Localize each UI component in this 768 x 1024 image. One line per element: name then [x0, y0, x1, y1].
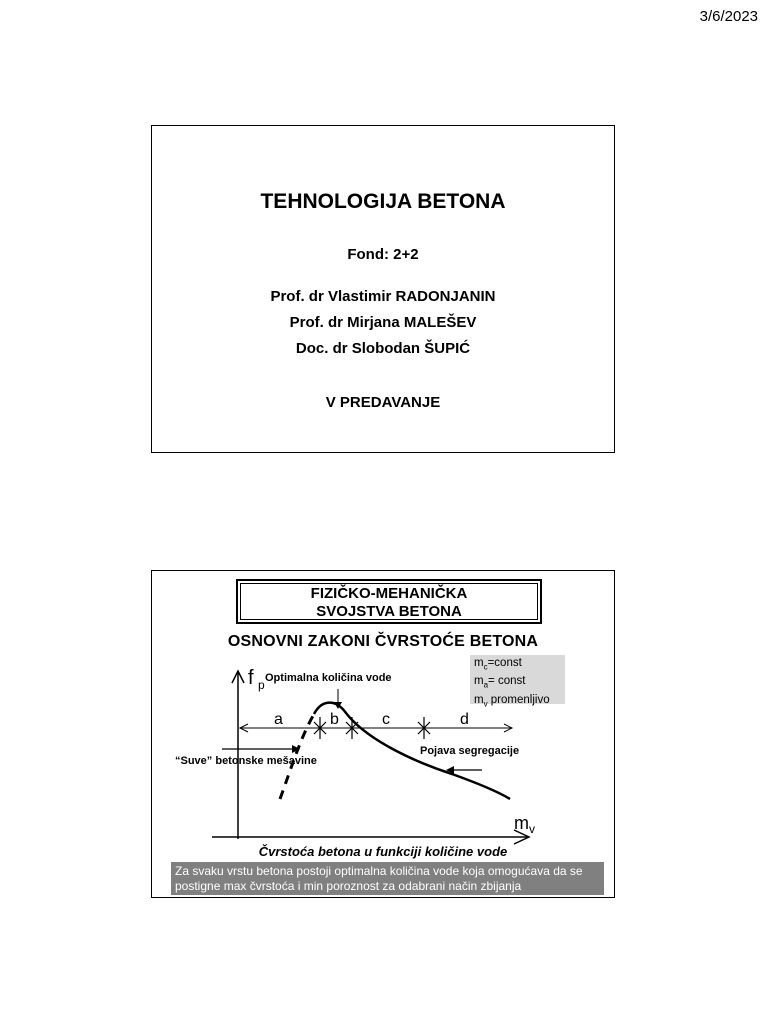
section-title-line-2: SVOJSTVA BETONA [316, 603, 462, 620]
course-title: TEHNOLOGIJA BETONA [260, 190, 506, 213]
diagram-caption: Čvrstoća betona u funkciji količine vode [258, 844, 508, 859]
x-axis-label-sub: v [529, 822, 535, 836]
dry-mix-label: “Suve” betonske mešavine [175, 755, 317, 767]
y-axis-label-sub: p [258, 678, 265, 692]
slide-title [151, 125, 615, 453]
author-2: Prof. dr Mirjana MALEŠEV [289, 314, 477, 331]
course-fond: Fond: 2+2 [347, 246, 419, 263]
variables-legend [470, 655, 565, 708]
author-1: Prof. dr Vlastimir RADONJANIN [270, 288, 496, 305]
summary-note: Za svaku vrstu betona postoji optimalna količina vode koja omogućava da se postigne max čvrstoća i min poroznost za odabrani način zbijanja [171, 862, 604, 895]
lecture-label: V PREDAVANJE [325, 394, 441, 411]
zone-b-label: b [330, 711, 339, 728]
slide-strength-laws [151, 570, 615, 898]
x-axis-label: m [514, 813, 529, 833]
zone-a-label: a [274, 711, 283, 728]
page-date: 3/6/2023 [699, 8, 758, 25]
author-3: Doc. dr Slobodan ŠUPIĆ [295, 340, 471, 357]
section-title-line-1: FIZIČKO-MEHANIČKA [310, 585, 468, 602]
slide-subtitle: OSNOVNI ZAKONI ČVRSTOĆE BETONA [227, 633, 539, 650]
y-axis-label: f [248, 667, 254, 689]
legend-line-cement: $m_c=const$ [474, 657, 522, 672]
optimal-water-label: Optimalna količina vode [265, 672, 392, 684]
segregation-label: Pojava segregacije [420, 745, 520, 757]
zone-d-label: d [460, 711, 469, 728]
zone-c-label: c [382, 711, 390, 728]
legend-line-water: $m_v$ promenljivo [474, 693, 550, 708]
legend-line-aggregate: $m_a=$ const [474, 675, 526, 690]
